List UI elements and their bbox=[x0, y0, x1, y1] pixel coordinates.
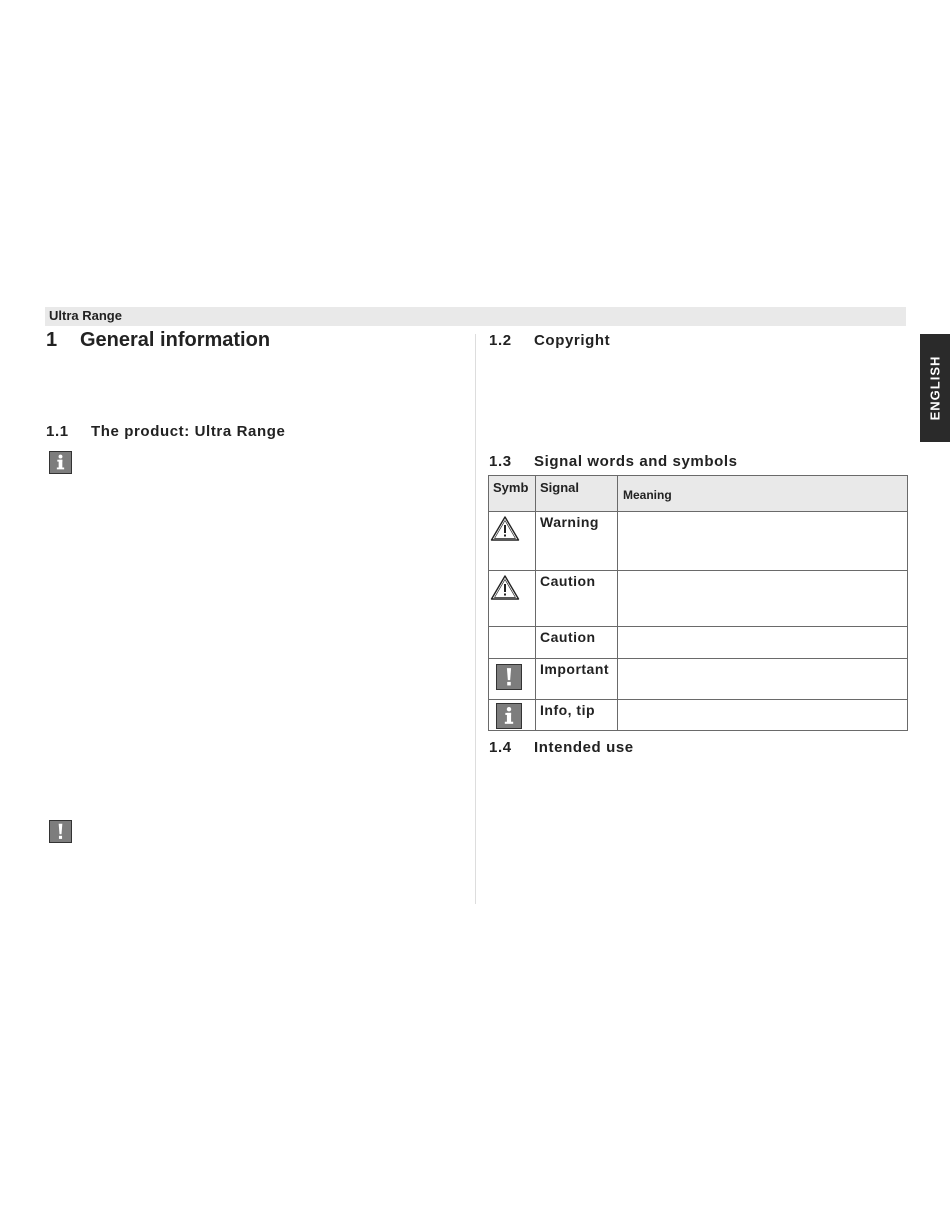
table-row bbox=[489, 571, 908, 627]
section-title: Intended use bbox=[534, 739, 634, 756]
language-tab-label: ENGLISH bbox=[927, 355, 943, 421]
signal-word: Important bbox=[536, 659, 618, 700]
symbol-cell bbox=[489, 627, 536, 659]
column-header-symbol: Symb bbox=[489, 476, 536, 512]
meaning-cell bbox=[618, 700, 908, 731]
table-row bbox=[489, 700, 908, 731]
meaning-cell bbox=[618, 571, 908, 627]
chapter-number: 1 bbox=[46, 329, 58, 351]
section-number: 1.4 bbox=[489, 739, 512, 756]
important-icon bbox=[49, 820, 72, 843]
meaning-cell bbox=[618, 512, 908, 571]
symbol-cell bbox=[489, 700, 536, 731]
signal-word: Caution bbox=[536, 571, 618, 627]
column-header-meaning: Meaning bbox=[618, 476, 908, 512]
table-row bbox=[489, 627, 908, 659]
section-heading-1-4 bbox=[489, 739, 634, 756]
section-heading-1-3 bbox=[489, 453, 738, 470]
signal-word: Warning bbox=[536, 512, 618, 571]
section-heading-1-1 bbox=[46, 423, 285, 440]
section-number: 1.1 bbox=[46, 423, 69, 440]
important-icon bbox=[496, 664, 522, 690]
table-row bbox=[489, 512, 908, 571]
signal-word: Caution bbox=[536, 627, 618, 659]
info-icon bbox=[49, 451, 72, 474]
section-heading-1-2 bbox=[489, 332, 610, 349]
section-title: Signal words and symbols bbox=[534, 453, 738, 470]
section-number: 1.2 bbox=[489, 332, 512, 349]
chapter-title: General information bbox=[80, 329, 271, 351]
column-divider bbox=[475, 334, 476, 904]
caution-triangle-icon bbox=[490, 574, 520, 601]
language-tab bbox=[920, 334, 950, 442]
section-title: Copyright bbox=[534, 332, 611, 349]
running-header bbox=[45, 307, 906, 326]
warning-triangle-icon bbox=[490, 515, 520, 542]
meaning-cell bbox=[618, 627, 908, 659]
running-header-title: Ultra Range bbox=[49, 308, 122, 323]
symbol-cell bbox=[489, 659, 536, 700]
chapter-heading bbox=[46, 329, 270, 352]
signal-words-table bbox=[488, 475, 908, 731]
table-row bbox=[489, 659, 908, 700]
table-header-row bbox=[489, 476, 908, 512]
column-header-signal: Signal bbox=[536, 476, 618, 512]
info-icon bbox=[496, 703, 522, 729]
section-title: The product: Ultra Range bbox=[91, 423, 286, 440]
section-number: 1.3 bbox=[489, 453, 512, 470]
symbol-cell bbox=[489, 571, 536, 627]
symbol-cell bbox=[489, 512, 536, 571]
meaning-cell bbox=[618, 659, 908, 700]
signal-word: Info, tip bbox=[536, 700, 618, 731]
